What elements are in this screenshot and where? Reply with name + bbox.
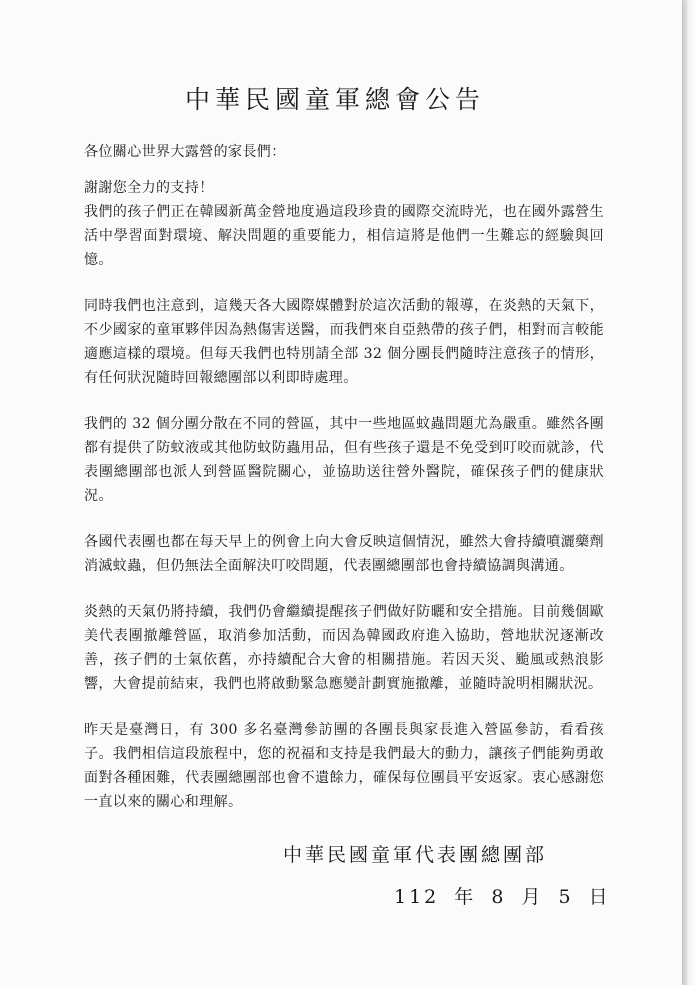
document-title: 中華民國童軍總會公告 xyxy=(184,85,485,114)
paragraph-6: 昨天是臺灣日，有 300 多名臺灣參訪團的各團長與家長進入營區參訪，看看孩子。我們相信這段旅程中，您的祝福和支持是我們最大的動力，讓孩子們能夠勇敢面對各種困難，代表團總團部也會不遺餘力，確保每位團員平安返家。衷心感謝您一直以來的關心和理解。 xyxy=(84,722,604,810)
paragraph-1: 我們的孩子們正在韓國新萬金營地度過這段珍貴的國際交流時光，也在國外露營生活中學習面對環境、解決問題的重要能力，相信這將是他們一生難忘的經驗與回憶。 xyxy=(84,204,604,268)
paragraph-4: 各國代表團也都在每天早上的例會上向大會反映這個情況，雖然大會持續噴灑藥劑消滅蚊蟲，但仍無法全面解決叮咬問題，代表團總團部也會持續協調與溝通。 xyxy=(84,534,604,574)
paragraph-5: 炎熱的天氣仍將持續，我們仍會繼續提醒孩子們做好防曬和安全措施。目前幾個歐美代表團撤離營區，取消參加活動，而因為韓國政府進入協助，營地狀況逐漸改善，孩子們的士氣依舊，亦持續配合大會的相關措施。若因天災、颱風或熱浪影響，大會提前結束，我們也將啟動緊急應變計劃實施撤離，並隨時說明相關狀況。 xyxy=(84,604,604,692)
thanks-line: 謝謝您全力的支持！ xyxy=(84,180,214,196)
page-edge-shadow xyxy=(684,0,696,985)
salutation: 各位關心世界大露營的家長們： xyxy=(84,144,286,160)
paragraph-2: 同時我們也注意到，這幾天各大國際媒體對於這次活動的報導，在炎熱的天氣下，不少國家的童軍夥伴因為熱傷害送醫，而我們來自亞熱帶的孩子們，相對而言較能適應這樣的環境。但每天我們也特別請全部 32 個分團長們隨時注意孩子的情形，有任何狀況隨時回報總團部以利即時處理。 xyxy=(84,298,604,386)
document-body xyxy=(84,140,604,814)
signature-organization: 中華民國童軍代表團總團部 xyxy=(283,844,548,866)
paragraph-3: 我們的 32 個分團分散在不同的營區，其中一些地區蚊蟲問題尤為嚴重。雖然各團都有提供了防蚊液或其他防蚊防蟲用品，但有些孩子還是不免受到叮咬而就診，代表團總團部也派人到營區醫院關心，並協助送往營外醫院，確保孩子們的健康狀況。 xyxy=(84,416,604,504)
document-date: 112 年 8 月 5 日 xyxy=(394,886,611,908)
